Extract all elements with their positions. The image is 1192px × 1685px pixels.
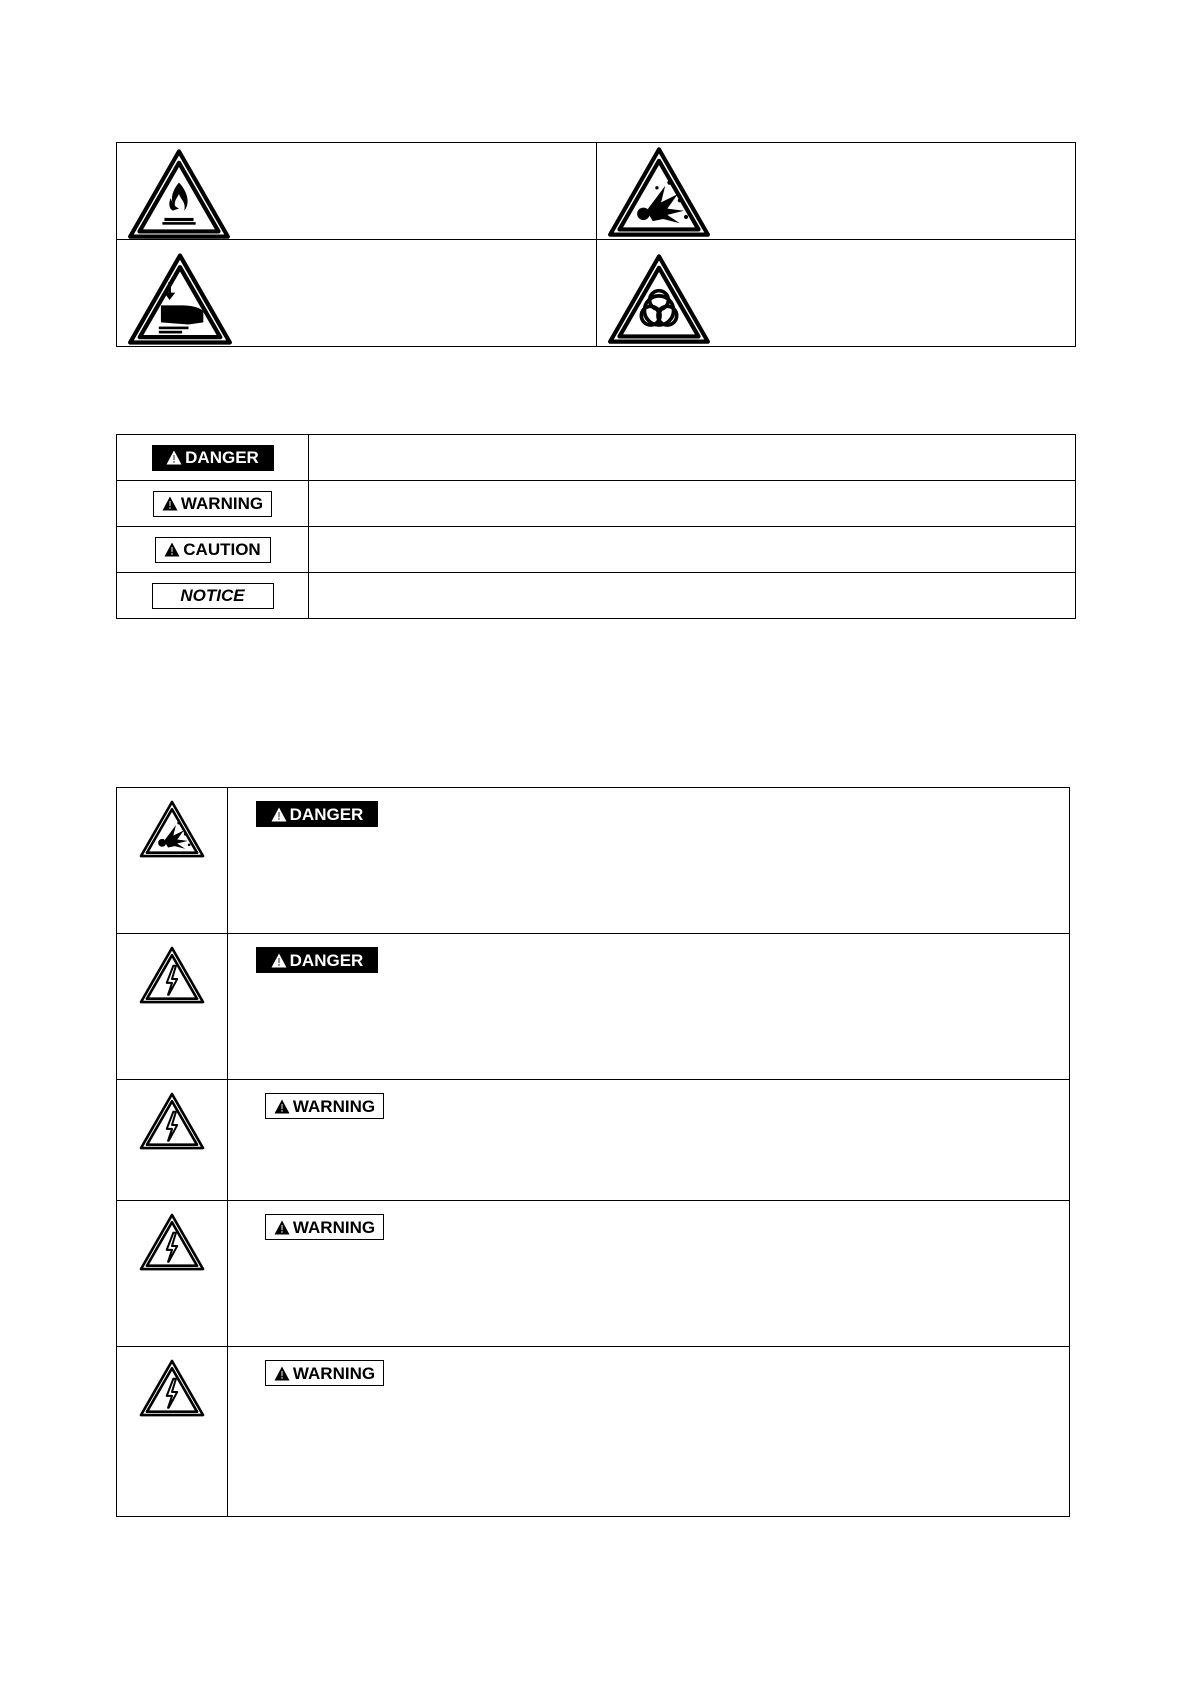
signal-word-table xyxy=(116,434,1076,619)
safety-text-cell xyxy=(228,1080,1070,1201)
signal-description-cell xyxy=(309,573,1076,619)
safety-text-cell xyxy=(228,1201,1070,1347)
signal-cell xyxy=(117,481,309,527)
safety-row xyxy=(117,1347,1070,1517)
safety-row xyxy=(117,934,1070,1080)
hazard-cell xyxy=(596,240,1076,347)
hazard-symbol-table xyxy=(116,142,1076,347)
signal-description-cell xyxy=(309,481,1076,527)
warning-badge xyxy=(153,491,272,517)
safety-row xyxy=(117,1080,1070,1201)
electric-shock-icon xyxy=(139,946,205,1004)
safety-row xyxy=(117,788,1070,934)
flammable-icon xyxy=(127,148,231,240)
warning-label: WARNING xyxy=(292,1363,376,1383)
hand-crush-icon xyxy=(127,251,233,347)
caution-label: CAUTION xyxy=(183,540,261,559)
explosive-icon xyxy=(139,800,205,858)
safety-icon-cell xyxy=(117,788,228,934)
alert-triangle-icon xyxy=(274,1099,290,1114)
warning-label: WARNING xyxy=(292,1217,376,1237)
hazard-row xyxy=(117,240,1076,347)
hazard-cell xyxy=(117,143,597,240)
safety-text-cell xyxy=(228,788,1070,934)
safety-text-cell xyxy=(228,1347,1070,1517)
signal-row-danger xyxy=(117,435,1076,481)
danger-label: DANGER xyxy=(289,950,364,970)
safety-icon-cell xyxy=(117,934,228,1080)
warning-badge xyxy=(265,1093,384,1119)
safety-icon-cell xyxy=(117,1080,228,1201)
danger-badge xyxy=(256,947,378,973)
danger-label: DANGER xyxy=(185,448,259,467)
signal-row-notice xyxy=(117,573,1076,619)
alert-triangle-icon xyxy=(166,450,182,465)
biohazard-icon xyxy=(607,251,711,347)
warning-badge xyxy=(265,1360,384,1386)
danger-label: DANGER xyxy=(289,804,364,824)
warning-badge xyxy=(265,1214,384,1240)
electric-shock-icon xyxy=(139,1359,205,1417)
electric-shock-icon xyxy=(139,1092,205,1150)
signal-description-cell xyxy=(309,527,1076,573)
hazard-cell xyxy=(117,240,597,347)
signal-cell xyxy=(117,527,309,573)
notice-badge xyxy=(152,583,274,609)
signal-row-warning xyxy=(117,481,1076,527)
warning-label: WARNING xyxy=(180,494,264,513)
explosive-icon xyxy=(607,144,711,240)
hazard-row xyxy=(117,143,1076,240)
signal-row-caution xyxy=(117,527,1076,573)
danger-badge xyxy=(256,801,378,827)
safety-row xyxy=(117,1201,1070,1347)
alert-triangle-icon xyxy=(274,1220,290,1235)
safety-icon-cell xyxy=(117,1201,228,1347)
notice-label: NOTICE xyxy=(180,586,245,605)
safety-icon-cell xyxy=(117,1347,228,1517)
danger-badge xyxy=(152,445,274,471)
alert-triangle-icon xyxy=(271,953,287,968)
signal-description-cell xyxy=(309,435,1076,481)
hazard-cell xyxy=(596,143,1076,240)
alert-triangle-icon xyxy=(164,542,180,557)
caution-badge xyxy=(155,537,271,563)
safety-text-cell xyxy=(228,934,1070,1080)
safety-instructions-table xyxy=(116,787,1070,1517)
warning-label: WARNING xyxy=(292,1096,376,1116)
alert-triangle-icon xyxy=(274,1366,290,1381)
signal-cell xyxy=(117,435,309,481)
electric-shock-icon xyxy=(139,1213,205,1271)
alert-triangle-icon xyxy=(271,807,287,822)
alert-triangle-icon xyxy=(162,496,178,511)
signal-cell xyxy=(117,573,309,619)
